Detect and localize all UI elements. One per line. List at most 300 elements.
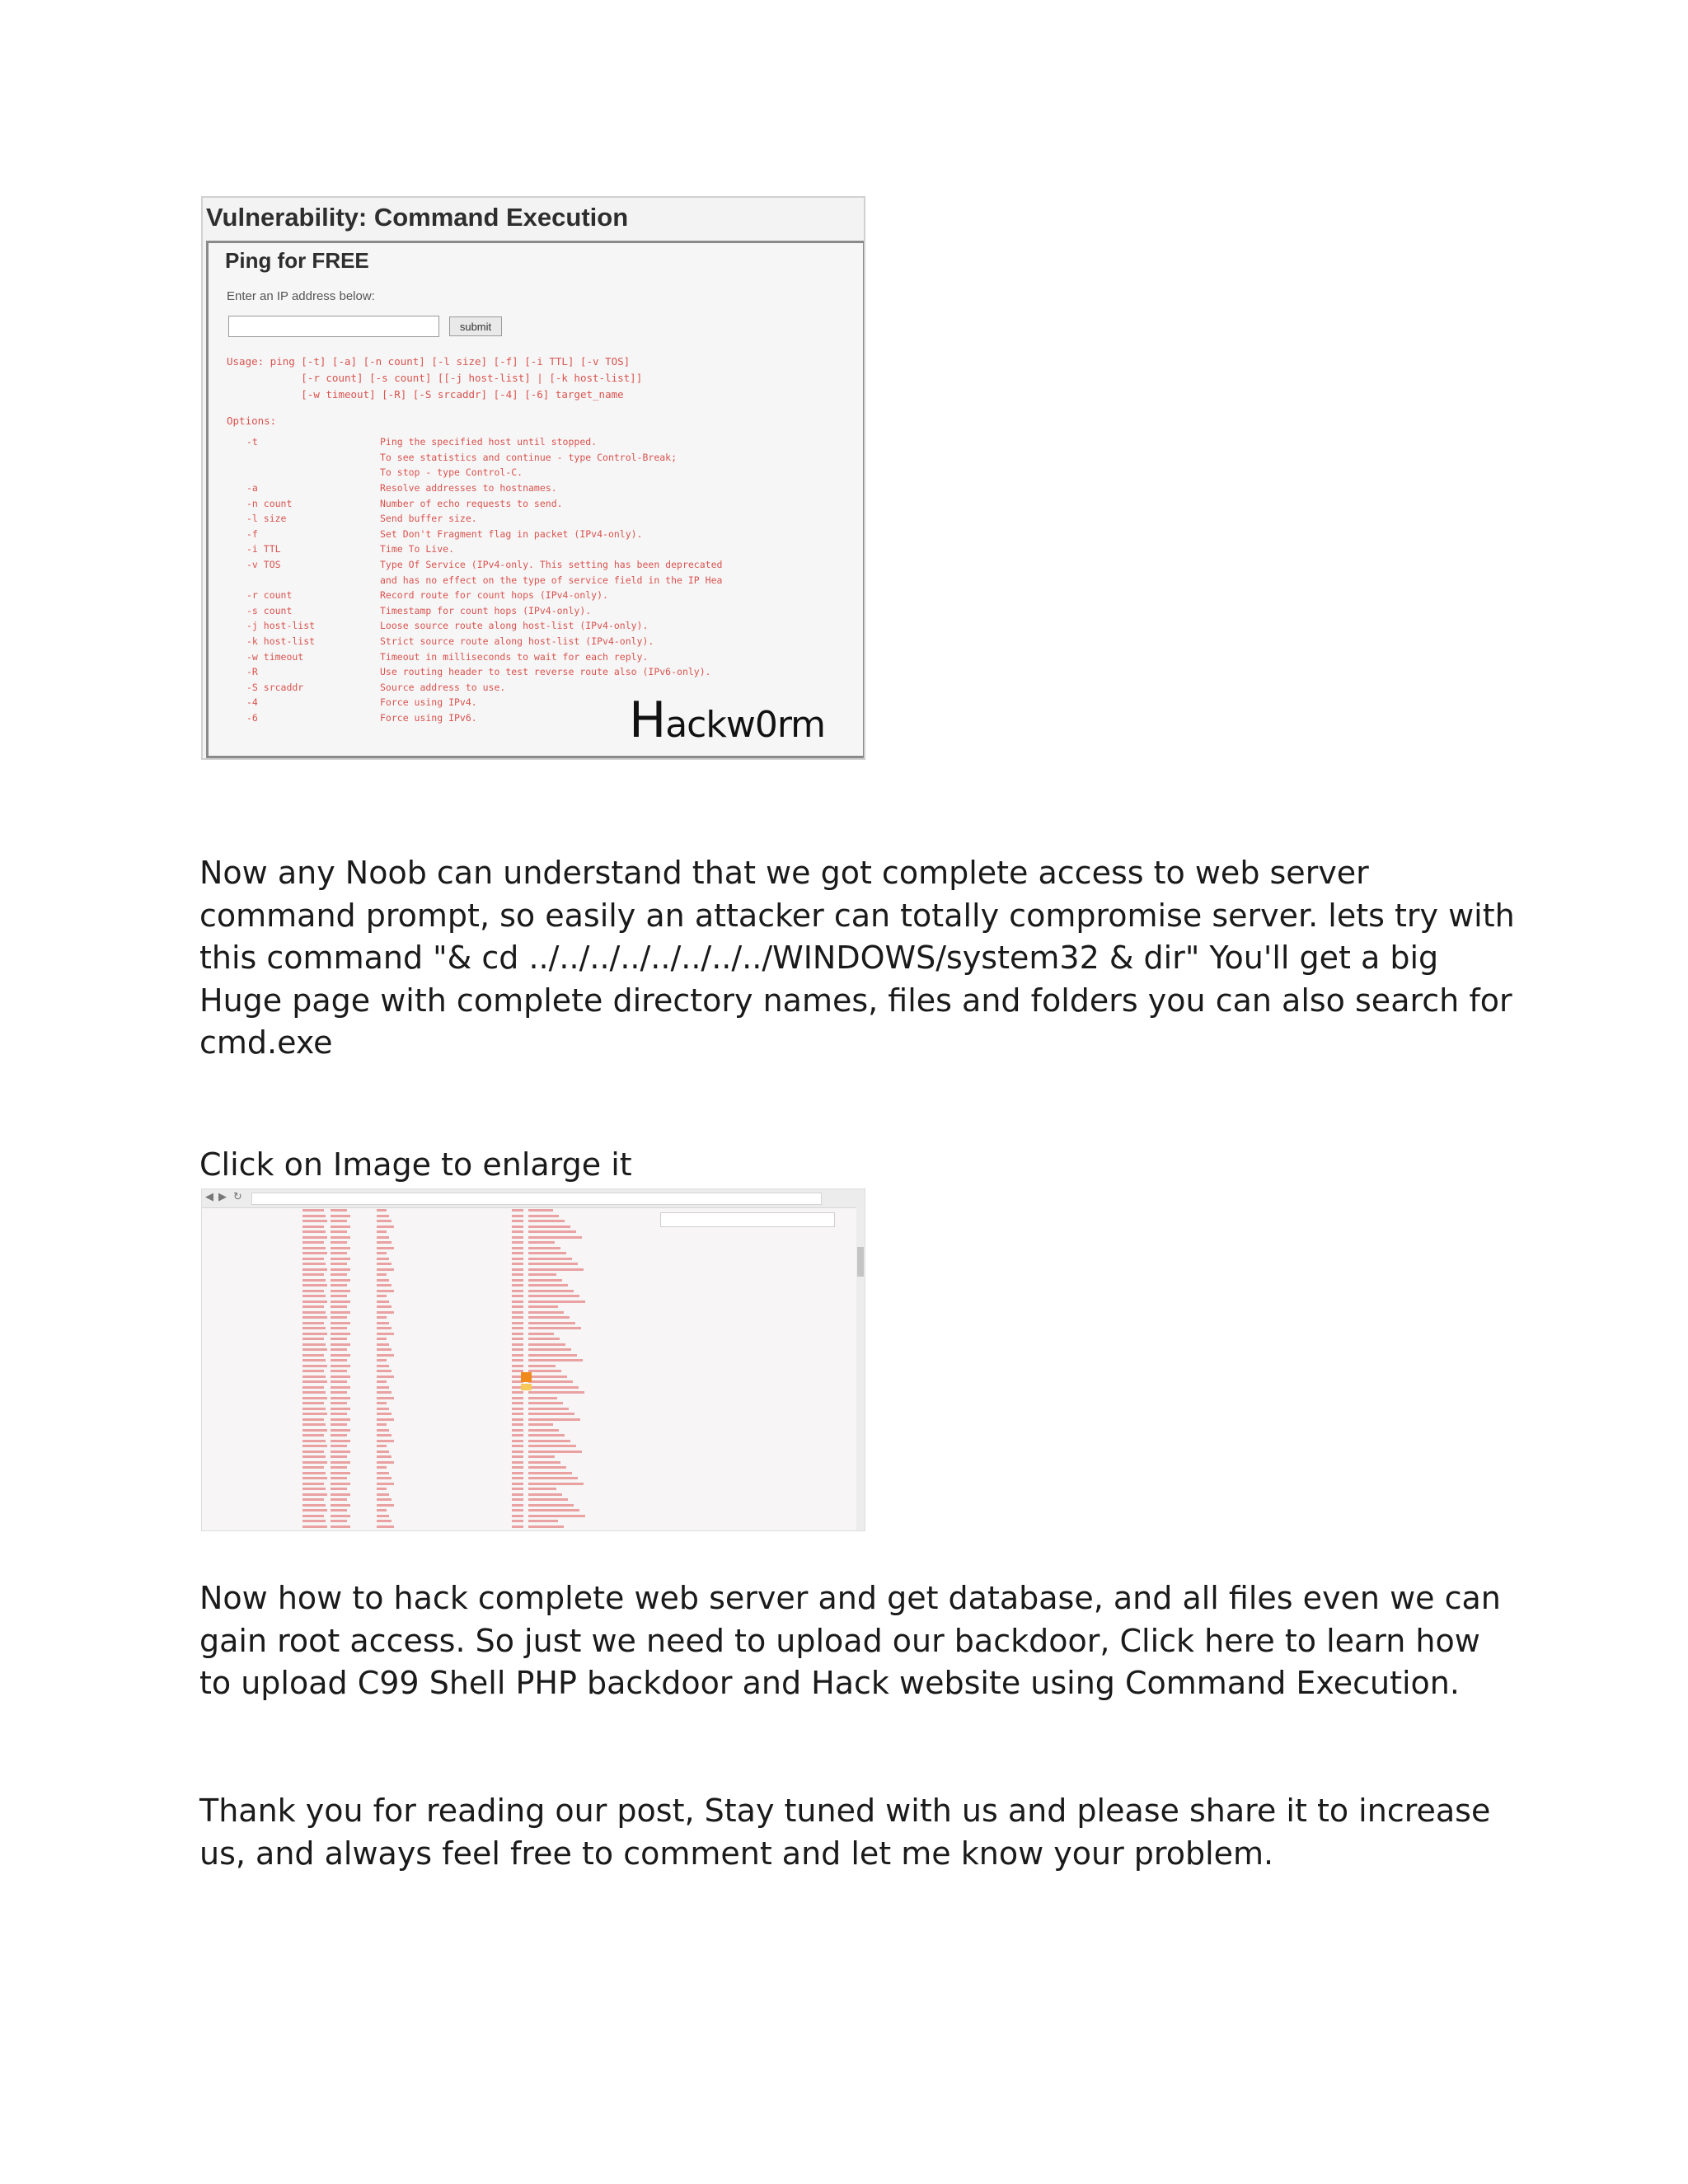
forward-icon: ▶ bbox=[218, 1191, 227, 1203]
directory-row-segment bbox=[528, 1386, 579, 1389]
directory-row-segment bbox=[302, 1220, 327, 1222]
option-row bbox=[227, 495, 853, 511]
directory-row-segment bbox=[528, 1258, 572, 1260]
directory-row-segment bbox=[331, 1354, 350, 1357]
option-flag: -l size bbox=[246, 513, 287, 525]
directory-row-segment bbox=[331, 1365, 350, 1367]
option-description: Force using IPv6. bbox=[380, 711, 477, 724]
directory-row-segment bbox=[528, 1295, 579, 1297]
directory-row-segment bbox=[377, 1215, 389, 1217]
directory-row-segment bbox=[528, 1311, 564, 1314]
directory-row-segment bbox=[377, 1295, 387, 1297]
directory-row-segment bbox=[302, 1520, 326, 1522]
option-row bbox=[227, 618, 853, 634]
directory-row-segment bbox=[512, 1423, 523, 1426]
directory-row-segment bbox=[512, 1455, 523, 1458]
option-description: Source address to use. bbox=[380, 681, 506, 693]
directory-row-segment bbox=[302, 1455, 326, 1458]
option-description: Resolve addresses to hostnames. bbox=[380, 482, 557, 494]
directory-row-segment bbox=[512, 1290, 523, 1292]
directory-row-segment bbox=[377, 1498, 392, 1501]
directory-row-segment bbox=[331, 1301, 350, 1303]
directory-row-segment bbox=[302, 1327, 326, 1329]
directory-row-segment bbox=[377, 1301, 389, 1303]
directory-row-segment bbox=[377, 1445, 387, 1447]
directory-row-segment bbox=[302, 1215, 326, 1217]
option-flag: -v TOS bbox=[246, 559, 281, 571]
option-flag: -f bbox=[246, 527, 258, 540]
directory-row-segment bbox=[512, 1359, 523, 1361]
option-row bbox=[227, 450, 853, 466]
directory-row-segment bbox=[302, 1493, 327, 1496]
directory-row-segment bbox=[512, 1515, 523, 1517]
directory-row-segment bbox=[512, 1504, 523, 1507]
directory-row-segment bbox=[302, 1423, 326, 1426]
directory-row-segment bbox=[512, 1258, 523, 1260]
directory-row-segment bbox=[377, 1322, 389, 1324]
directory-row-segment bbox=[302, 1333, 327, 1335]
directory-row-segment bbox=[331, 1376, 350, 1378]
directory-row-segment bbox=[512, 1472, 523, 1474]
directory-row-segment bbox=[302, 1348, 327, 1351]
directory-row-segment bbox=[528, 1434, 565, 1436]
directory-row-segment bbox=[528, 1327, 581, 1329]
directory-row-segment bbox=[377, 1380, 387, 1383]
directory-row-segment bbox=[331, 1252, 347, 1254]
paragraph-thanks: Thank you for reading our post, Stay tuned with us and please share it to increase us, and always feel free to comment and let me know your problem. bbox=[199, 1793, 1491, 1872]
directory-row-segment bbox=[512, 1483, 523, 1485]
panel-heading: Ping for FREE bbox=[225, 248, 369, 273]
option-flag: -s count bbox=[246, 604, 293, 616]
directory-row-segment bbox=[377, 1365, 389, 1367]
directory-row-segment bbox=[528, 1333, 554, 1335]
directory-row-segment bbox=[528, 1247, 560, 1249]
directory-row-segment bbox=[331, 1236, 350, 1239]
option-flag: -a bbox=[246, 482, 258, 494]
directory-row-segment bbox=[377, 1423, 387, 1426]
directory-row-segment bbox=[331, 1391, 347, 1394]
directory-row-segment bbox=[512, 1301, 523, 1303]
directory-row-segment bbox=[302, 1434, 324, 1436]
directory-row-segment bbox=[528, 1209, 553, 1212]
directory-row-segment bbox=[528, 1488, 556, 1490]
option-flag: -S srcaddr bbox=[246, 681, 304, 693]
option-row bbox=[227, 480, 853, 496]
directory-row-segment bbox=[302, 1376, 326, 1378]
directory-row-segment bbox=[331, 1333, 350, 1335]
directory-row-segment bbox=[302, 1258, 324, 1260]
option-description: Number of echo requests to send. bbox=[380, 497, 563, 509]
directory-row-segment bbox=[302, 1445, 327, 1447]
directory-row-segment bbox=[331, 1322, 350, 1324]
directory-row-segment bbox=[331, 1226, 350, 1228]
directory-row-segment bbox=[302, 1236, 327, 1239]
directory-row-segment bbox=[528, 1515, 585, 1517]
directory-row-segment bbox=[302, 1408, 326, 1410]
option-flag: -R bbox=[246, 666, 258, 678]
directory-row-segment bbox=[302, 1498, 324, 1501]
directory-row-segment bbox=[302, 1402, 324, 1404]
directory-row-segment bbox=[302, 1397, 327, 1399]
directory-row-segment bbox=[331, 1477, 347, 1479]
directory-row-segment bbox=[512, 1434, 523, 1436]
directory-row-segment bbox=[331, 1445, 347, 1447]
directory-row-segment bbox=[377, 1386, 389, 1389]
directory-row-segment bbox=[377, 1391, 392, 1394]
directory-row-segment bbox=[512, 1279, 523, 1282]
option-row bbox=[227, 664, 853, 680]
directory-row-segment bbox=[512, 1327, 523, 1329]
directory-listing-screenshot[interactable] bbox=[201, 1188, 865, 1531]
directory-row-segment bbox=[331, 1413, 347, 1415]
directory-row-segment bbox=[512, 1226, 523, 1228]
option-description: Strict source route along host-list (IPv4-only). bbox=[380, 635, 654, 648]
directory-row-segment bbox=[512, 1305, 523, 1308]
image-caption: Click on Image to enlarge it bbox=[199, 1146, 632, 1183]
option-description: To stop - type Control-C. bbox=[380, 466, 523, 479]
directory-row-segment bbox=[528, 1338, 560, 1340]
directory-row-segment bbox=[302, 1477, 327, 1479]
directory-row-segment bbox=[302, 1252, 327, 1254]
directory-row-segment bbox=[331, 1488, 347, 1490]
directory-row-segment bbox=[528, 1365, 556, 1367]
directory-row-segment bbox=[302, 1483, 324, 1485]
back-icon: ◀ bbox=[205, 1191, 213, 1203]
directory-row-segment bbox=[302, 1365, 327, 1367]
directory-row-segment bbox=[302, 1370, 324, 1372]
option-flag: -j host-list bbox=[246, 620, 316, 632]
directory-row-segment bbox=[302, 1247, 326, 1249]
directory-row-segment bbox=[528, 1305, 558, 1308]
directory-row-segment bbox=[377, 1258, 389, 1260]
directory-row-segment bbox=[331, 1305, 347, 1308]
directory-row-segment bbox=[302, 1386, 324, 1389]
option-description: Send buffer size. bbox=[380, 513, 477, 525]
option-description: To see statistics and continue - type Control-Break; bbox=[380, 451, 678, 463]
reload-icon: ↻ bbox=[233, 1191, 242, 1203]
directory-row-segment bbox=[377, 1284, 392, 1286]
directory-row-segment bbox=[528, 1263, 578, 1265]
directory-row-segment bbox=[377, 1376, 394, 1378]
directory-row-segment bbox=[302, 1526, 327, 1528]
directory-row-segment bbox=[331, 1273, 347, 1276]
directory-row-segment bbox=[528, 1472, 572, 1474]
directory-row-segment bbox=[331, 1343, 350, 1346]
scrollbar bbox=[856, 1207, 865, 1531]
directory-row-segment bbox=[377, 1526, 394, 1528]
directory-row-segment bbox=[528, 1504, 574, 1507]
option-row bbox=[227, 434, 853, 450]
directory-row-segment bbox=[302, 1440, 326, 1442]
directory-row-segment bbox=[512, 1429, 523, 1432]
directory-row-segment bbox=[528, 1526, 564, 1528]
directory-row-segment bbox=[528, 1520, 558, 1522]
directory-row-segment bbox=[528, 1461, 560, 1464]
directory-row-segment bbox=[512, 1418, 523, 1421]
directory-row-segment bbox=[377, 1333, 394, 1335]
directory-row-segment bbox=[302, 1391, 326, 1394]
option-description: Ping the specified host until stopped. bbox=[380, 436, 598, 448]
directory-row-segment bbox=[377, 1273, 387, 1276]
vulnerability-title: Vulnerability: Command Execution bbox=[206, 203, 629, 232]
directory-row-segment bbox=[331, 1263, 347, 1265]
directory-row-segment bbox=[377, 1434, 392, 1436]
directory-row-segment bbox=[528, 1322, 575, 1324]
option-row bbox=[227, 511, 853, 527]
directory-row-segment bbox=[331, 1429, 350, 1432]
directory-row-segment bbox=[512, 1322, 523, 1324]
usage-text: Usage: ping [-t] [-a] [-n count] [-l size] [-f] [-i TTL] [-v TOS] [-r count] [-s count] [[-j host-list] | [-k host-list]] [-w timeout] [-R] [-S srcaddr] [-4] [-6] target_name bbox=[227, 355, 643, 401]
directory-row-segment bbox=[377, 1354, 394, 1357]
directory-row-segment bbox=[528, 1284, 568, 1286]
directory-row-segment bbox=[377, 1461, 394, 1464]
option-row bbox=[227, 603, 853, 619]
directory-row-segment bbox=[331, 1408, 350, 1410]
directory-row-segment bbox=[331, 1311, 350, 1314]
directory-row-segment bbox=[512, 1284, 523, 1286]
directory-row-segment bbox=[377, 1290, 394, 1292]
directory-row-segment bbox=[512, 1520, 523, 1522]
directory-row-segment bbox=[377, 1279, 389, 1282]
directory-row-segment bbox=[331, 1338, 347, 1340]
directory-row-segment bbox=[528, 1498, 568, 1501]
directory-row-segment bbox=[512, 1338, 523, 1340]
directory-row-segment bbox=[528, 1466, 566, 1469]
directory-row-segment bbox=[512, 1343, 523, 1346]
directory-row-segment bbox=[302, 1504, 326, 1507]
directory-row-segment bbox=[528, 1477, 578, 1479]
directory-row-segment bbox=[512, 1295, 523, 1297]
directory-row-segment bbox=[302, 1322, 324, 1324]
directory-row-segment bbox=[512, 1354, 523, 1357]
directory-row-segment bbox=[377, 1402, 387, 1404]
directory-row-segment bbox=[512, 1236, 523, 1239]
address-bar bbox=[251, 1193, 822, 1205]
directory-row-segment bbox=[528, 1380, 573, 1383]
directory-row-segment bbox=[377, 1252, 387, 1254]
directory-row-segment bbox=[512, 1241, 523, 1244]
directory-row-segment bbox=[302, 1509, 327, 1511]
directory-row-segment bbox=[377, 1343, 389, 1346]
directory-row-segment bbox=[302, 1230, 326, 1233]
directory-row-segment bbox=[512, 1316, 523, 1319]
directory-row-segment bbox=[377, 1477, 392, 1479]
directory-row-segment bbox=[512, 1230, 523, 1233]
directory-row-segment bbox=[512, 1498, 523, 1501]
directory-row-segment bbox=[331, 1268, 350, 1271]
directory-row-segment bbox=[331, 1279, 350, 1282]
option-description: and has no effect on the type of service field in the IP Hea bbox=[380, 574, 723, 586]
directory-row-segment bbox=[331, 1215, 350, 1217]
directory-row-segment bbox=[528, 1376, 567, 1378]
directory-row-segment bbox=[377, 1359, 387, 1361]
directory-row-segment bbox=[377, 1230, 387, 1233]
directory-row-segment bbox=[528, 1455, 555, 1458]
directory-row-segment bbox=[331, 1466, 347, 1469]
option-flag: -i TTL bbox=[246, 543, 281, 555]
directory-row-segment bbox=[512, 1365, 523, 1367]
directory-row-segment bbox=[377, 1305, 392, 1308]
directory-row-segment bbox=[377, 1338, 387, 1340]
search-highlight bbox=[521, 1372, 532, 1382]
directory-row-segment bbox=[302, 1461, 327, 1464]
directory-row-segment bbox=[377, 1397, 394, 1399]
directory-row-segment bbox=[302, 1284, 327, 1286]
directory-row-segment bbox=[331, 1386, 350, 1389]
option-row bbox=[227, 541, 853, 557]
directory-row-segment bbox=[512, 1440, 523, 1442]
directory-row-segment bbox=[512, 1466, 523, 1469]
directory-row-segment bbox=[512, 1445, 523, 1447]
directory-row-segment bbox=[377, 1509, 387, 1511]
option-flag: -4 bbox=[246, 696, 258, 709]
directory-row-segment bbox=[528, 1348, 571, 1351]
directory-row-segment bbox=[377, 1483, 394, 1485]
directory-row-segment bbox=[377, 1316, 387, 1319]
directory-row-segment bbox=[528, 1226, 570, 1228]
directory-row-segment bbox=[331, 1498, 347, 1501]
options-label: Options: bbox=[227, 415, 277, 427]
option-flag: -t bbox=[246, 436, 258, 448]
directory-row-segment bbox=[331, 1483, 350, 1485]
directory-row-segment bbox=[528, 1273, 556, 1276]
directory-row-segment bbox=[377, 1418, 394, 1421]
directory-row-segment bbox=[512, 1252, 523, 1254]
directory-row-segment bbox=[302, 1290, 324, 1292]
hackw0rm-logo: Hackw0rm bbox=[629, 691, 825, 749]
directory-row-segment bbox=[302, 1413, 327, 1415]
directory-row-segment bbox=[512, 1209, 523, 1212]
directory-row-segment bbox=[302, 1380, 327, 1383]
directory-row-segment bbox=[377, 1311, 394, 1314]
directory-row-segment bbox=[512, 1273, 523, 1276]
directory-row-segment bbox=[512, 1402, 523, 1404]
option-flag: -w timeout bbox=[246, 650, 304, 663]
directory-row-segment bbox=[512, 1461, 523, 1464]
directory-row-segment bbox=[377, 1327, 392, 1329]
directory-row-segment bbox=[302, 1279, 326, 1282]
directory-row-segment bbox=[512, 1509, 523, 1511]
directory-row-segment bbox=[528, 1493, 562, 1496]
directory-row-segment bbox=[302, 1295, 326, 1297]
directory-row-segment bbox=[377, 1236, 389, 1239]
paragraph-backdoor: Now how to hack complete web server and get database, and all files even we can gain root access. So just we need to upload our backdoor, Click here to learn how to upload C99 Shell PHP backdoor and Hack website using Command Execution. bbox=[199, 1580, 1501, 1701]
directory-row-segment bbox=[377, 1413, 392, 1415]
option-flag: -r count bbox=[246, 589, 293, 602]
directory-row-segment bbox=[331, 1504, 350, 1507]
directory-row-segment bbox=[302, 1488, 326, 1490]
scrollbar-thumb bbox=[857, 1247, 864, 1277]
directory-row-segment bbox=[512, 1526, 523, 1528]
directory-row-segment bbox=[331, 1247, 350, 1249]
option-description: Loose source route along host-list (IPv4-only). bbox=[380, 620, 649, 632]
directory-row-segment bbox=[302, 1338, 324, 1340]
directory-row-segment bbox=[302, 1359, 326, 1361]
option-flag: -n count bbox=[246, 497, 293, 509]
option-row bbox=[227, 465, 853, 480]
directory-row-segment bbox=[512, 1408, 523, 1410]
directory-row-segment bbox=[528, 1391, 584, 1394]
directory-row-segment bbox=[331, 1423, 347, 1426]
option-flag: -6 bbox=[246, 711, 258, 724]
directory-row-segment bbox=[331, 1209, 347, 1212]
directory-row-segment bbox=[528, 1423, 553, 1426]
directory-row-segment bbox=[512, 1263, 523, 1265]
directory-row-segment bbox=[331, 1526, 350, 1528]
directory-row-segment bbox=[302, 1209, 324, 1212]
directory-row-segment bbox=[528, 1408, 569, 1410]
directory-row-segment bbox=[528, 1397, 557, 1399]
directory-row-segment bbox=[331, 1520, 347, 1522]
directory-row-segment bbox=[512, 1397, 523, 1399]
directory-row-segment bbox=[377, 1515, 389, 1517]
directory-row-segment bbox=[331, 1316, 347, 1319]
directory-row-segment bbox=[512, 1215, 523, 1217]
directory-row-segment bbox=[302, 1466, 324, 1469]
directory-row-segment bbox=[302, 1472, 326, 1474]
directory-row-segment bbox=[302, 1515, 324, 1517]
directory-row-segment bbox=[302, 1354, 324, 1357]
directory-row-segment bbox=[528, 1343, 565, 1346]
directory-row-segment bbox=[512, 1220, 523, 1222]
directory-row-segment bbox=[512, 1451, 523, 1453]
option-row bbox=[227, 527, 853, 542]
directory-row-segment bbox=[377, 1472, 389, 1474]
directory-row-segment bbox=[377, 1520, 392, 1522]
option-flag: -k host-list bbox=[246, 635, 316, 648]
directory-row-segment bbox=[377, 1370, 392, 1372]
option-description: Time To Live. bbox=[380, 543, 455, 555]
directory-row-segment bbox=[331, 1455, 347, 1458]
directory-row-segment bbox=[302, 1273, 324, 1276]
directory-row-segment bbox=[331, 1230, 347, 1233]
directory-row-segment bbox=[302, 1305, 324, 1308]
options-list bbox=[227, 434, 853, 725]
ip-address-input[interactable] bbox=[228, 316, 439, 337]
directory-row-segment bbox=[331, 1258, 350, 1260]
directory-row-segment bbox=[528, 1509, 579, 1511]
directory-row-segment bbox=[377, 1488, 387, 1490]
directory-row-segment bbox=[331, 1461, 350, 1464]
directory-row-segment bbox=[528, 1220, 565, 1222]
directory-row-segment bbox=[512, 1247, 523, 1249]
submit-button[interactable]: submit bbox=[449, 316, 502, 336]
option-description: Type Of Service (IPv4-only. This setting has been deprecated bbox=[380, 559, 723, 571]
directory-row-segment bbox=[377, 1263, 392, 1265]
directory-row-segment bbox=[331, 1509, 347, 1511]
directory-row-segment bbox=[528, 1445, 576, 1447]
directory-row-segment bbox=[528, 1268, 584, 1271]
directory-row-segment bbox=[302, 1451, 324, 1453]
directory-row-segment bbox=[528, 1215, 559, 1217]
directory-row-segment bbox=[331, 1370, 347, 1372]
directory-row-segment bbox=[528, 1316, 570, 1319]
directory-row-segment bbox=[302, 1263, 326, 1265]
directory-row-segment bbox=[512, 1311, 523, 1314]
command-execution-screenshot bbox=[201, 196, 865, 760]
option-row bbox=[227, 634, 853, 649]
option-description: Record route for count hops (IPv4-only). bbox=[380, 589, 608, 602]
directory-row-segment bbox=[528, 1359, 583, 1361]
option-row bbox=[227, 649, 853, 664]
directory-row-segment bbox=[528, 1451, 582, 1453]
option-row bbox=[227, 588, 853, 603]
directory-row-segment bbox=[302, 1418, 324, 1421]
directory-row-segment bbox=[331, 1451, 350, 1453]
option-description: Use routing header to test reverse route also (IPv6-only). bbox=[380, 666, 711, 678]
directory-row-segment bbox=[377, 1348, 392, 1351]
directory-row-segment bbox=[331, 1472, 350, 1474]
